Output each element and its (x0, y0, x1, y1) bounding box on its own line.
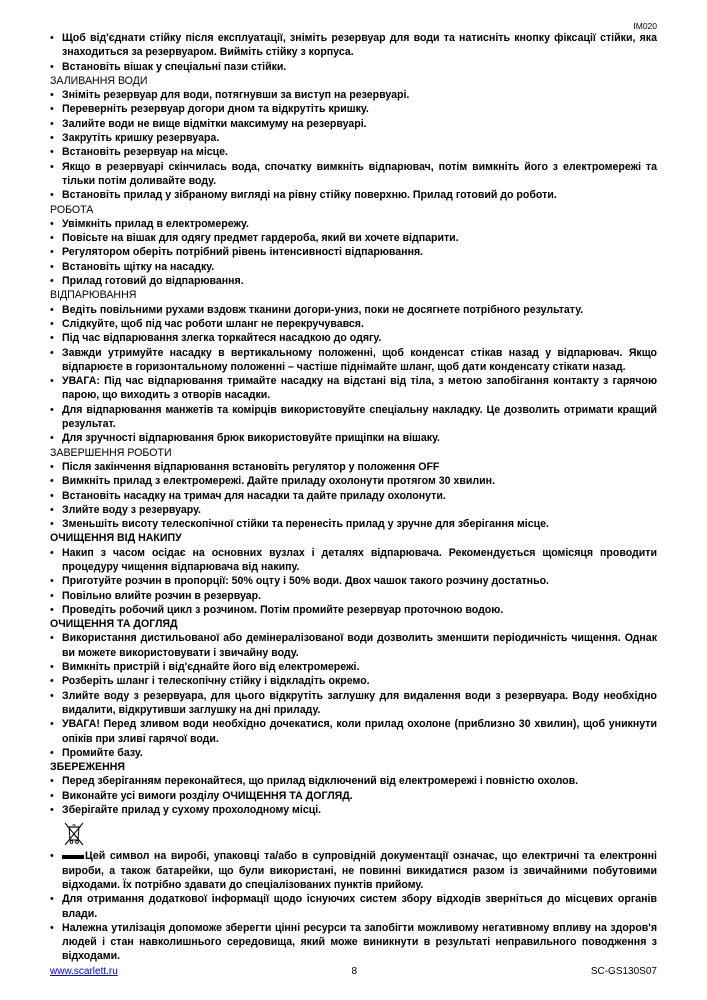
section-heading: ОЧИЩЕННЯ ТА ДОГЛЯД (50, 618, 178, 631)
section-heading: ЗАЛИВАННЯ ВОДИ (50, 74, 148, 87)
list-item: • Для відпарювання манжетів та комірців використовуйте спеціальну накладку. Це дозволить отримати кращий результат. (50, 403, 657, 432)
list-item: • Закрутіть кришку резервуара. (50, 131, 657, 145)
weee-text: Цей символ на виробі, упаковці та/або в супровідній документації означає, що електричні та електронні вироби, а також батарейки, що були використані, не повинні викидатися разом із звичайними побутовими відходами. Їх потрібно здавати до спеціалізованих пунктів прийому. (62, 850, 657, 891)
list-item: • УВАГА! Перед зливом води необхідно дочекатися, коли прилад охолоне (приблизно 30 хвилин), щоб уникнути опіків при зливі гарячої води. (50, 717, 657, 746)
crossed-out-wheelie-bin-icon (62, 821, 86, 849)
list-item: • Для отримання додаткової інформації щодо існуючих систем збору відходів зверніться до місцевих органів влади. (50, 892, 657, 921)
section-list (50, 546, 657, 617)
section-heading: РОБОТА (50, 203, 94, 216)
list-item: • Прилад готовий до відпарювання. (50, 274, 657, 288)
list-item: • Виконайте усі вимоги розділу ОЧИЩЕННЯ ТА ДОГЛЯД. (50, 789, 657, 803)
website-link[interactable]: www.scarlett.ru (50, 966, 118, 977)
section-list (50, 88, 657, 202)
list-item (50, 849, 657, 892)
list-item: • Переверніть резервуар догори дном та відкрутіть кришку. (50, 102, 657, 116)
disposal-block (50, 821, 657, 963)
list-item: • Залийте води не вище відмітки максимуму на резервуарі. (50, 117, 657, 131)
section-heading: ЗАВЕРШЕННЯ РОБОТИ (50, 446, 172, 459)
list-item: • Щоб від'єднати стійку після експлуатації, зніміть резервуар для води та натисніть кнопку фіксації стійки, яка знаходиться за резервуаром. Вийміть стійку з корпуса. (50, 31, 657, 60)
list-item: • Встановіть щітку на насадку. (50, 260, 657, 274)
list-item: • Вимкніть прилад з електромережі. Дайте приладу охолонути протягом 30 хвилин. (50, 474, 657, 488)
page-content (50, 31, 657, 817)
list-item: • Використання дистильованої або демінералізованої води дозволить зменшити періодичність чищення. Однак ви можете використовувати і звичайну воду. (50, 631, 657, 660)
list-item: • Зніміть резервуар для води, потягнувши за виступ на резервуарі. (50, 88, 657, 102)
disposal-list (50, 849, 657, 963)
list-item: • Злийте воду з резервуара, для цього відкрутіть заглушку для видалення води з резервуара. Воду необхідно видалити, відкрутивши заглушку на дні приладу. (50, 689, 657, 718)
list-item: • Вимкніть пристрій і від'єднайте його від електромережі. (50, 660, 657, 674)
list-item: • Накип з часом осідає на основних вузлах і деталях відпарювача. Рекомендується щомісяця проводити процедуру чищення відпарювача від накипу. (50, 546, 657, 575)
list-item: • Після закінчення відпарювання встановіть регулятор у положення OFF (50, 460, 657, 474)
list-item: • Для зручності відпарювання брюк використовуйте прищіпки на вішаку. (50, 431, 657, 445)
section-list (50, 217, 657, 288)
list-item: • Промийте базу. (50, 746, 657, 760)
footer-model: SC-GS130S07 (590, 966, 657, 977)
list-item: • Якщо в резервуарі скінчилась вода, спочатку вимкніть відпарювач, потім вимкніть його з електромережі та тільки потім доливайте воду. (50, 160, 657, 189)
list-item: • Зберігайте прилад у сухому прохолодному місці. (50, 803, 657, 817)
list-item: • Регулятором оберіть потрібний рівень інтенсивності відпарювання. (50, 245, 657, 259)
section-list (50, 460, 657, 531)
section-heading: ЗБЕРЕЖЕННЯ (50, 761, 126, 774)
model-code: IM020 (633, 21, 657, 31)
list-item: • Встановіть прилад у зібраному вигляді на рівну стійку поверхню. Прилад готовий до роботи. (50, 188, 657, 202)
list-item: • Встановіть резервуар на місце. (50, 145, 657, 159)
list-item: • Проведіть робочий цикл з розчином. Потім промийте резервуар проточною водою. (50, 603, 657, 617)
list-item: • Розберіть шланг і телескопічну стійку і відкладіть окремо. (50, 674, 657, 688)
section-list (50, 631, 657, 760)
section-heading: ВІДПАРЮВАННЯ (50, 289, 137, 302)
list-item: • Увімкніть прилад в електромережу. (50, 217, 657, 231)
section-heading: ОЧИЩЕННЯ ВІД НАКИПУ (50, 532, 182, 545)
list-item: • Повісьте на вішак для одягу предмет гардероба, який ви хочете відпарити. (50, 231, 657, 245)
section-list (50, 303, 657, 446)
list-item: • Повільно влийте розчин в резервуар. (50, 589, 657, 603)
list-item: • Перед зберіганням переконайтеся, що прилад відключений від електромережі і повністю охолов. (50, 774, 657, 788)
list-item: • Належна утилізація допоможе зберегти цінні ресурси та запобігти можливому негативному впливу на здоров'я людей і стан навколишнього середовища, який може виникнути в результаті неправильного поводження з відходами. (50, 921, 657, 964)
page-number: 8 (351, 966, 358, 977)
weee-bar-icon (62, 855, 84, 859)
list-item: • Слідкуйте, щоб під час роботи шланг не перекручувався. (50, 317, 657, 331)
list-item: • Встановіть вішак у спеціальні пази стійки. (50, 60, 657, 74)
section-list (50, 774, 657, 817)
section-list (50, 31, 657, 74)
list-item: • Злийте воду з резервуару. (50, 503, 657, 517)
page-footer (50, 965, 657, 979)
list-item: • Встановіть насадку на тримач для насадки та дайте приладу охолонути. (50, 489, 657, 503)
list-item: • Ведіть повільними рухами вздовж тканини догори-униз, поки не досягнете потрібного результату. (50, 303, 657, 317)
list-item: • УВАГА: Під час відпарювання тримайте насадку на відстані від тіла, з метою запобігання контакту з гарячою парою, що виходить з отворів насадки. (50, 374, 657, 403)
list-item: • Зменьшіть висоту телескопічної стійки та перенесіть прилад у зручне для зберігання місце. (50, 517, 657, 531)
list-item: • Завжди утримуйте насадку в вертикальному положенні, щоб конденсат стікав назад у відпарювач. Якщо відпарюєте в горизонтальному положенні – частіше піднімайте шланг, щоб дати конденсату стікати назад. (50, 346, 657, 375)
list-item: • Під час відпарювання злегка торкайтеся насадкою до одягу. (50, 331, 657, 345)
list-item: • Приготуйте розчин в пропорції: 50% оцту і 50% води. Двох чашок такого розчину достатньо. (50, 574, 657, 588)
